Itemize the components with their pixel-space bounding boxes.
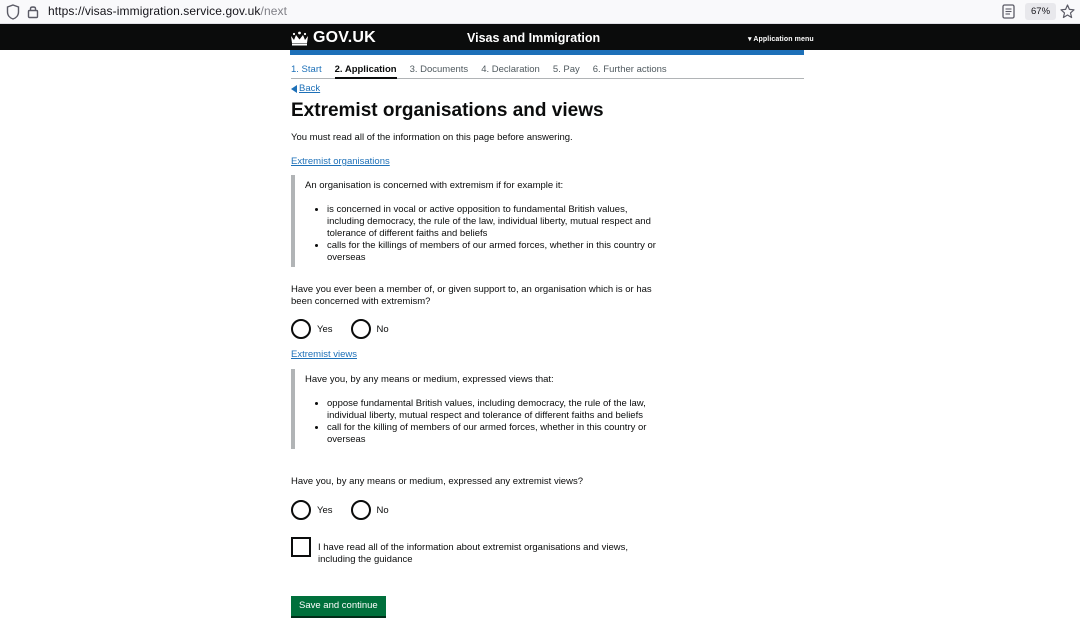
page-title: Extremist organisations and views — [291, 100, 604, 121]
address-bar[interactable] — [48, 4, 287, 18]
bookmark-star-icon[interactable] — [1060, 4, 1075, 19]
intro-text: You must read all of the information on this page before answering. — [291, 132, 573, 143]
step-pay: 5. Pay — [552, 64, 580, 75]
organisations-no-radio[interactable] — [351, 319, 371, 339]
url-path: /next — [260, 4, 288, 18]
lock-icon[interactable] — [27, 4, 39, 19]
organisations-radio-group — [291, 319, 407, 339]
views-question: Have you, by any means or medium, expressed any extremist views? — [291, 476, 583, 487]
confirm-checkbox[interactable] — [291, 537, 311, 557]
step-documents: 3. Documents — [409, 64, 469, 75]
header-accent-bar — [290, 50, 804, 55]
organisations-bullet: • calls for the killings of members of our armed forces, whether in this country or overseas — [327, 240, 661, 264]
logo-text: GOV.UK — [313, 29, 376, 46]
organisations-question: Have you ever been a member of, or given support to, an organisation which is or has been concerned with extremism? — [291, 284, 652, 307]
browser-toolbar — [0, 0, 1080, 24]
organisations-inset — [291, 175, 661, 267]
reader-view-icon[interactable] — [1002, 4, 1015, 19]
url-host: https://visas-immigration.service.gov.uk — [48, 4, 261, 18]
confirm-checkbox-row — [291, 537, 658, 566]
organisations-bullet: • is concerned in vocal or active opposition to fundamental British values, including democracy, the rule of the law, individual liberty, mutual respect and tolerance of different faiths and beliefs — [327, 204, 661, 240]
govuk-logo[interactable] — [290, 29, 376, 47]
step-further-actions: 6. Further actions — [592, 64, 667, 75]
views-lead: Have you, by any means or medium, expressed views that: — [305, 374, 554, 385]
views-bullet: • oppose fundamental British values, including democracy, the rule of the law, individual liberty, mutual respect and tolerance of different faiths and beliefs — [327, 398, 661, 422]
back-arrow-icon — [291, 85, 297, 93]
views-radio-group — [291, 500, 407, 520]
extremist-views-link[interactable]: Extremist views — [291, 349, 357, 360]
organisations-no-label[interactable]: No — [376, 323, 389, 335]
organisations-lead: An organisation is concerned with extremism if for example it: — [305, 180, 564, 191]
save-and-continue-button[interactable]: Save and continue — [291, 596, 386, 616]
organisations-yes-radio[interactable] — [291, 319, 311, 339]
views-inset — [291, 369, 661, 449]
step-navigation — [291, 64, 804, 79]
service-name[interactable]: Visas and Immigration — [467, 31, 601, 45]
back-link[interactable] — [291, 83, 320, 94]
extremist-organisations-link[interactable]: Extremist organisations — [291, 156, 390, 167]
shield-icon[interactable] — [6, 4, 20, 20]
step-application: 2. Application — [335, 64, 397, 79]
organisations-yes-label[interactable]: Yes — [317, 323, 333, 335]
views-no-label[interactable]: No — [376, 504, 389, 516]
views-no-radio[interactable] — [351, 500, 371, 520]
zoom-level-button[interactable]: 67% — [1025, 3, 1056, 20]
confirm-label[interactable]: I have read all of the information about extremist organisations and views, including the guidance — [318, 542, 628, 565]
step-start[interactable]: 1. Start — [291, 64, 322, 75]
views-yes-label[interactable]: Yes — [317, 504, 333, 516]
back-label: Back — [299, 83, 321, 94]
crown-icon — [290, 31, 309, 46]
views-bullet: • call for the killing of members of our armed forces, whether in this country or overseas — [327, 422, 661, 446]
application-menu-button[interactable]: ▾ Application menu — [748, 36, 814, 43]
views-yes-radio[interactable] — [291, 500, 311, 520]
step-declaration: 4. Declaration — [481, 64, 540, 75]
